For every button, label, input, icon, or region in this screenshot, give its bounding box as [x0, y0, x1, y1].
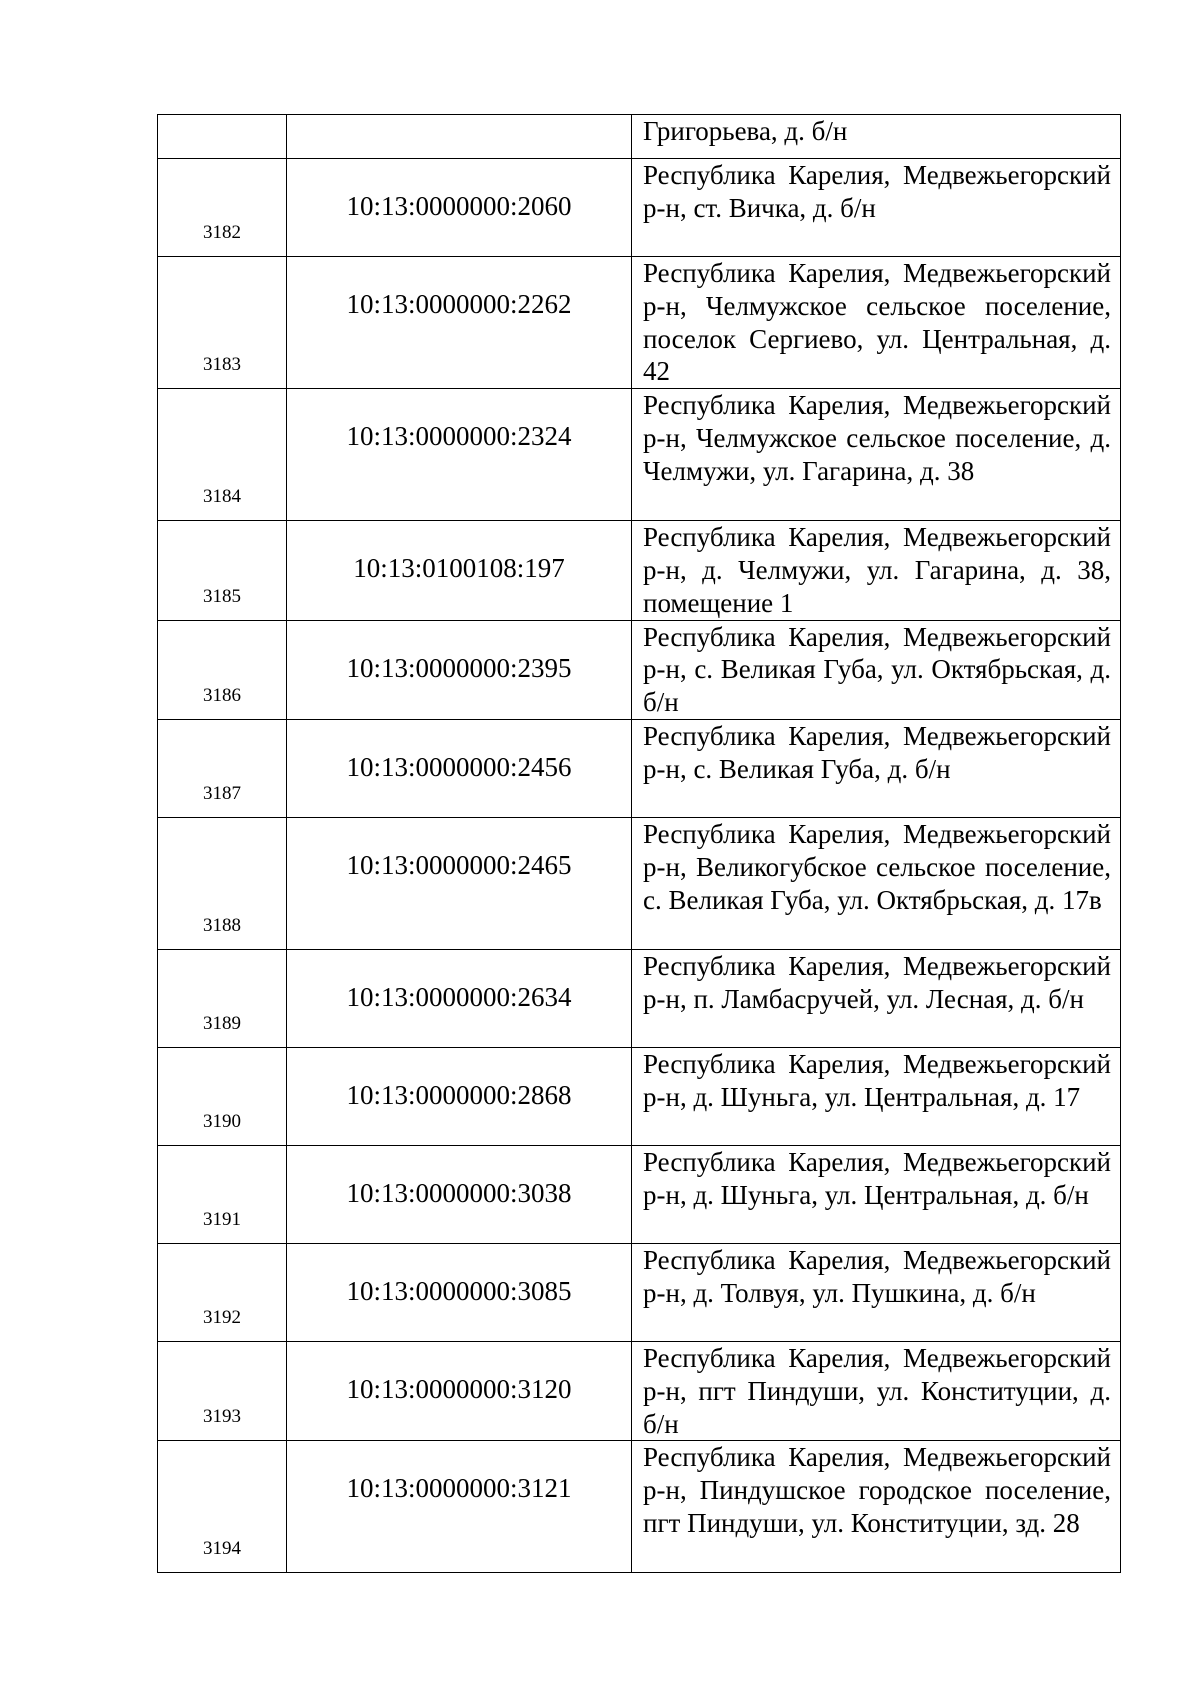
cadastral-number-cell [287, 115, 632, 159]
row-number-cell: 3188 [158, 817, 287, 949]
table-row [158, 257, 1121, 389]
table-row [158, 1341, 1121, 1440]
cadastral-number-cell: 10:13:0000000:2868 [287, 1047, 632, 1145]
table-row [158, 1243, 1121, 1341]
address-cell [632, 1047, 1121, 1145]
address-text: Республика Карелия, Медвежьегорский р-н, д. Шуньга, ул. Центральная, д. б/н [643, 1146, 1111, 1210]
address-cell [632, 389, 1121, 521]
address-cell [632, 257, 1121, 389]
address-text: Республика Карелия, Медвежьегорский р-н, п. Ламбасручей, ул. Лесная, д. б/н [643, 950, 1111, 1014]
address-text: Республика Карелия, Медвежьегорский р-н, Челмужское сельское поселение, поселок Сергиево, ул. Центральная, д. 42 [643, 258, 1111, 387]
cadastral-number-cell: 10:13:0100108:197 [287, 521, 632, 620]
address-cell [632, 1145, 1121, 1243]
address-cell [632, 1341, 1121, 1440]
row-number-cell: 3187 [158, 719, 287, 817]
address-text: Республика Карелия, Медвежьегорский р-н, Великогубское сельское поселение, с. Великая Губа, ул. Октябрьская, д. 17в [643, 818, 1111, 915]
row-number-cell: 3193 [158, 1341, 287, 1440]
table-row [158, 1047, 1121, 1145]
address-cell [632, 1441, 1121, 1573]
row-number-cell: 3194 [158, 1441, 287, 1573]
address-text: Республика Карелия, Медвежьегорский р-н, с. Великая Губа, ул. Октябрьская, д. б/н [643, 621, 1111, 718]
row-number-cell: 3182 [158, 159, 287, 257]
table-row [158, 521, 1121, 620]
cadastral-number-cell: 10:13:0000000:2465 [287, 817, 632, 949]
table-row [158, 1145, 1121, 1243]
row-number-cell: 3191 [158, 1145, 287, 1243]
address-text: Республика Карелия, Медвежьегорский р-н, Пиндушское городское поселение, пгт Пиндуши, ул. Конституции, зд. 28 [643, 1442, 1111, 1538]
cadastral-number-cell: 10:13:0000000:2060 [287, 159, 632, 257]
row-number-cell: 3190 [158, 1047, 287, 1145]
address-text: Республика Карелия, Медвежьегорский р-н, пгт Пиндуши, ул. Конституции, д. б/н [643, 1342, 1111, 1439]
address-text: Григорьева, д. б/н [643, 116, 848, 146]
row-number-cell [158, 115, 287, 159]
cadastral-number-cell: 10:13:0000000:2262 [287, 257, 632, 389]
table-row [158, 949, 1121, 1047]
cadastral-number-cell: 10:13:0000000:3120 [287, 1341, 632, 1440]
table-row [158, 389, 1121, 521]
row-number-cell: 3185 [158, 521, 287, 620]
row-number-cell: 3184 [158, 389, 287, 521]
table-row [158, 115, 1121, 159]
table-row [158, 817, 1121, 949]
cadastral-number-cell: 10:13:0000000:2456 [287, 719, 632, 817]
address-cell [632, 817, 1121, 949]
cadastral-number-cell: 10:13:0000000:2634 [287, 949, 632, 1047]
address-cell [632, 115, 1121, 159]
row-number-cell: 3192 [158, 1243, 287, 1341]
registry-table [157, 114, 1121, 1573]
address-text: Республика Карелия, Медвежьегорский р-н, д. Челмужи, ул. Гагарина, д. 38, помещение 1 [643, 522, 1111, 618]
row-number-cell: 3183 [158, 257, 287, 389]
address-text: Республика Карелия, Медвежьегорский р-н, ст. Вичка, д. б/н [643, 160, 1111, 223]
table-row [158, 159, 1121, 257]
address-cell [632, 159, 1121, 257]
cadastral-number-cell: 10:13:0000000:3085 [287, 1243, 632, 1341]
cadastral-number-cell: 10:13:0000000:2395 [287, 620, 632, 719]
address-text: Республика Карелия, Медвежьегорский р-н, Челмужское сельское поселение, д. Челмужи, ул. Гагарина, д. 38 [643, 390, 1111, 486]
registry-table-body [158, 115, 1121, 1573]
address-cell [632, 521, 1121, 620]
cadastral-number-cell: 10:13:0000000:3121 [287, 1441, 632, 1573]
address-cell [632, 1243, 1121, 1341]
row-number-cell: 3189 [158, 949, 287, 1047]
cadastral-number-cell: 10:13:0000000:3038 [287, 1145, 632, 1243]
address-text: Республика Карелия, Медвежьегорский р-н, д. Толвуя, ул. Пушкина, д. б/н [643, 1244, 1111, 1308]
address-cell [632, 719, 1121, 817]
cadastral-number-cell: 10:13:0000000:2324 [287, 389, 632, 521]
address-cell [632, 949, 1121, 1047]
table-row [158, 620, 1121, 719]
address-cell [632, 620, 1121, 719]
address-text: Республика Карелия, Медвежьегорский р-н, д. Шуньга, ул. Центральная, д. 17 [643, 1048, 1111, 1112]
table-row [158, 1441, 1121, 1573]
row-number-cell: 3186 [158, 620, 287, 719]
table-row [158, 719, 1121, 817]
address-text: Республика Карелия, Медвежьегорский р-н, с. Великая Губа, д. б/н [643, 720, 1111, 784]
